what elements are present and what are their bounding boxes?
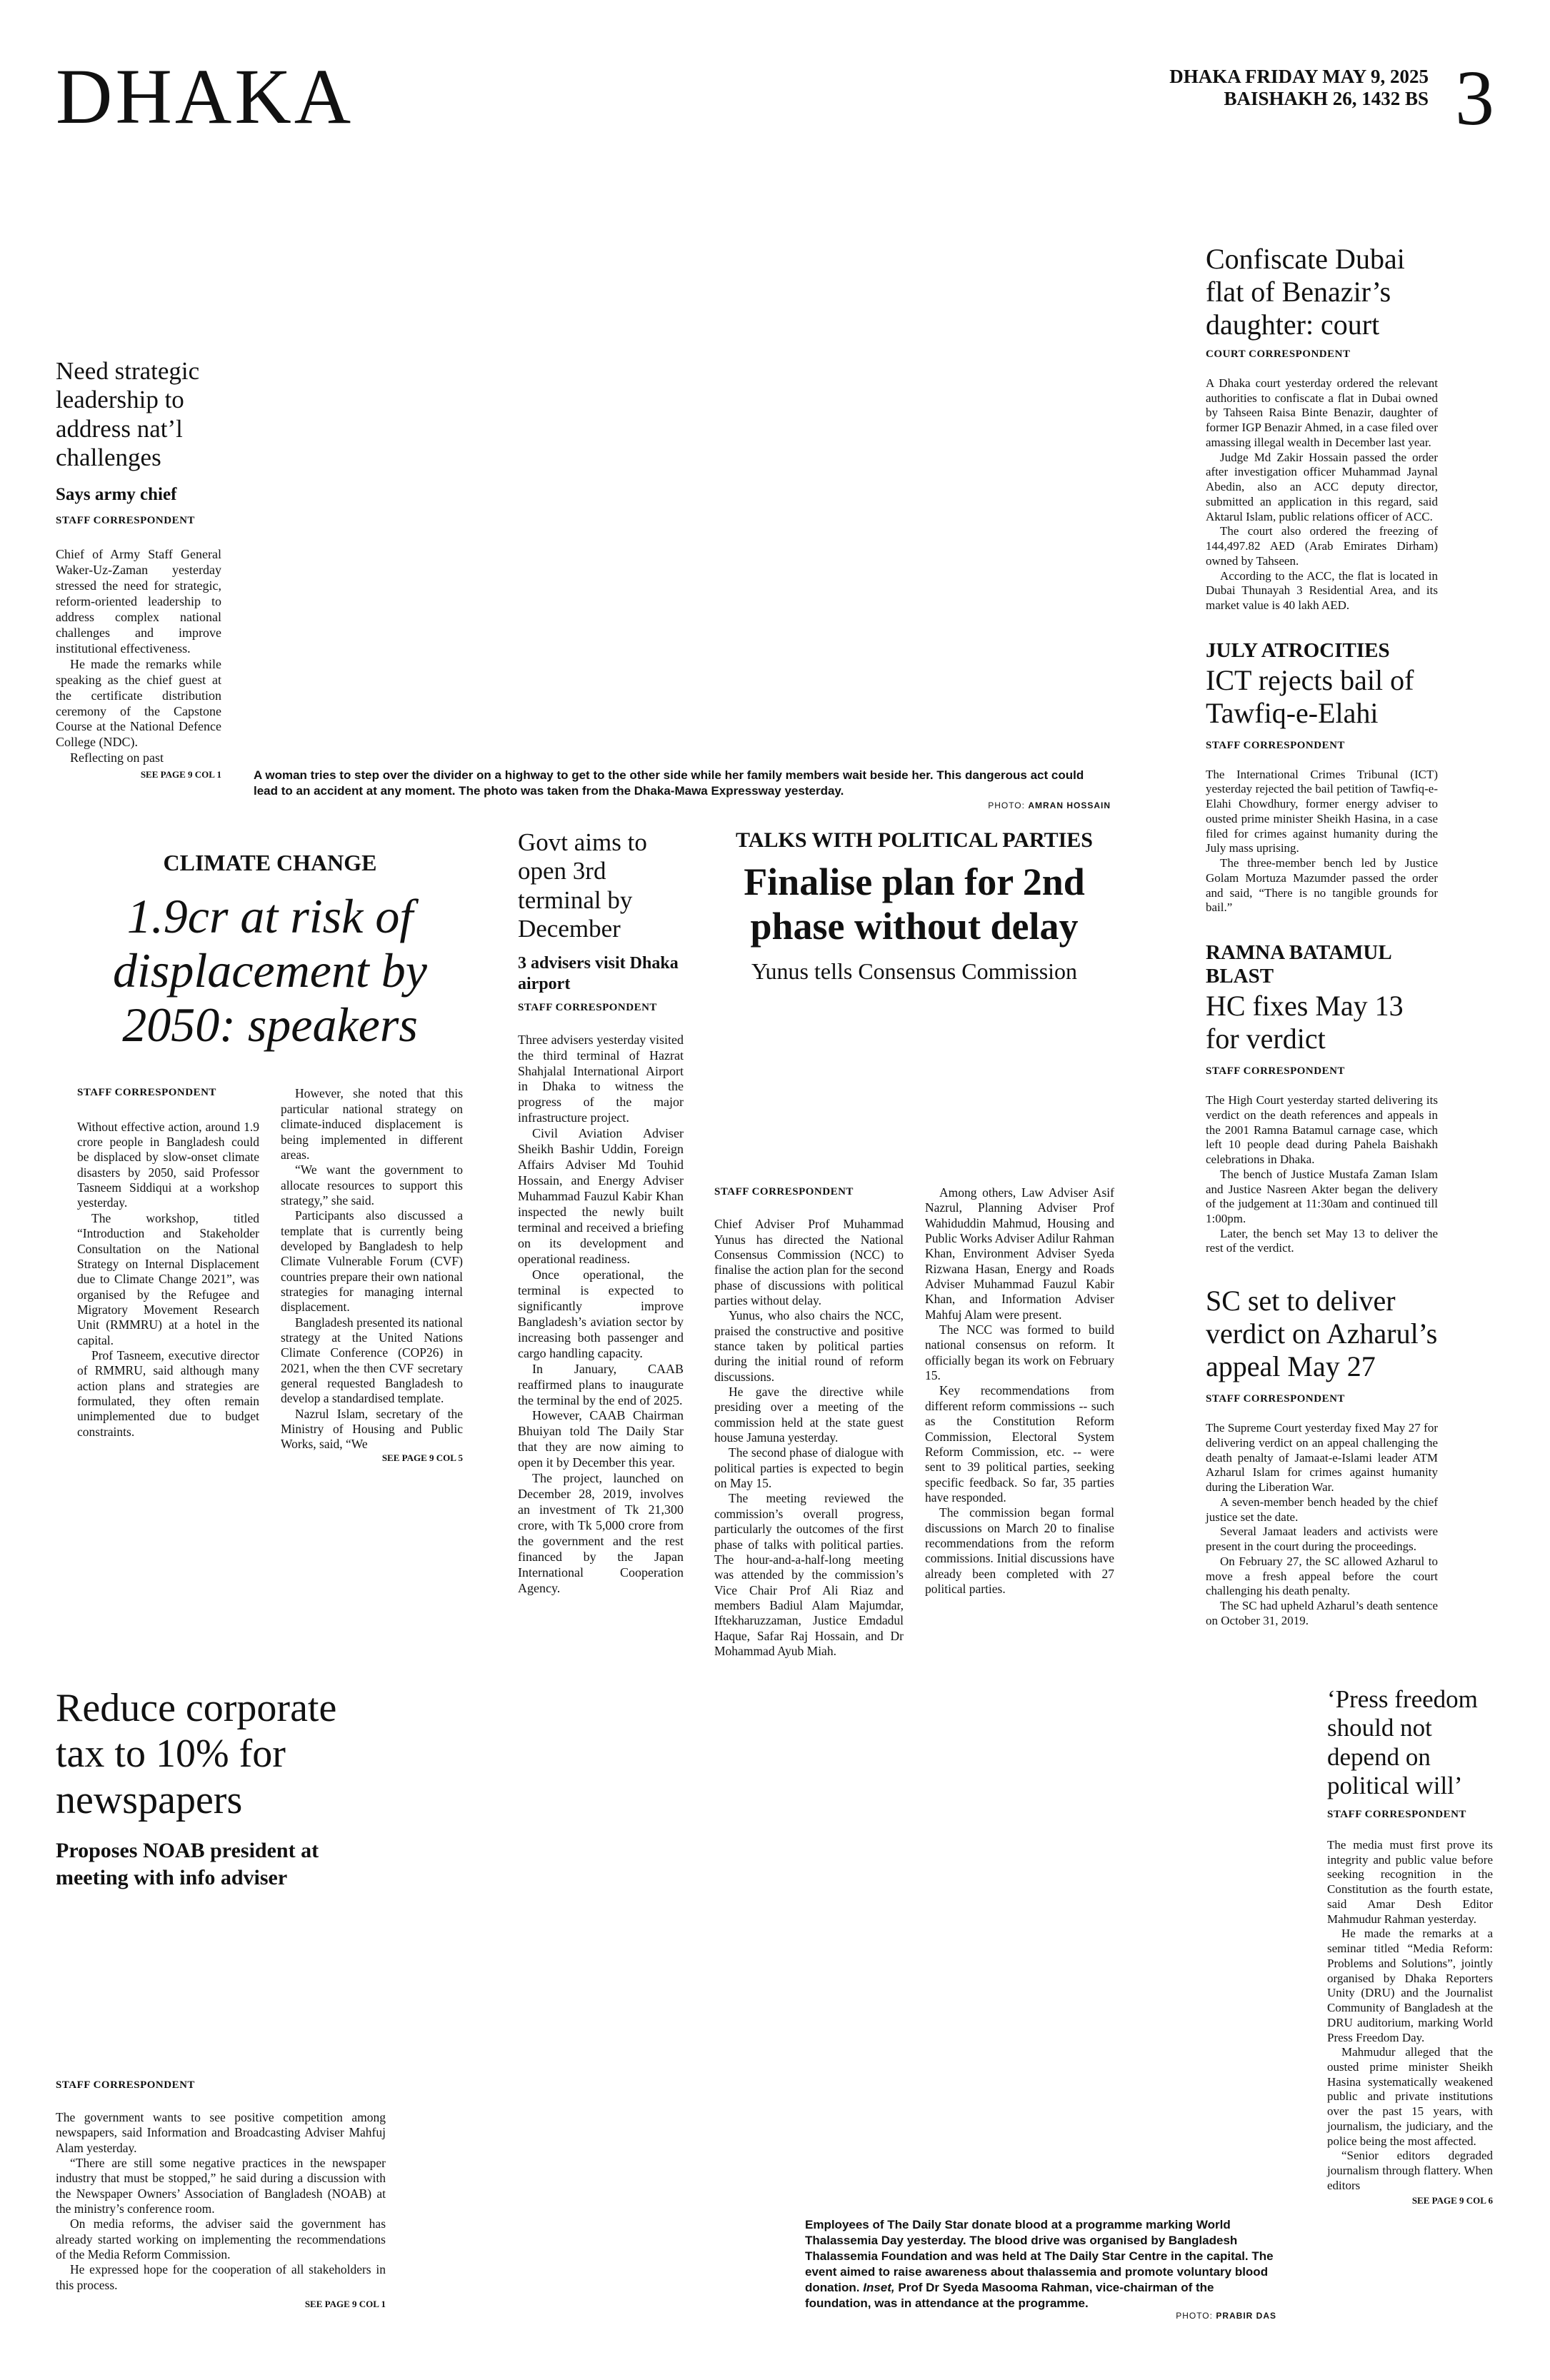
ramna-para: The bench of Justice Mustafa Zaman Islam and Justice Nasreen Akter began the delivery of the judgement at 11:30am and continued till 1:00pm. xyxy=(1206,1167,1438,1225)
azharul-body xyxy=(1206,1421,1438,1628)
ramna-byline: STAFF CORRESPONDENT xyxy=(1206,1065,1345,1078)
dubai-para: The court also ordered the freezing of 144,497.82 AED (Arab Emirates Dirham) owned by Tahseen. xyxy=(1206,524,1438,568)
talks-para: The commission began formal discussions on March 20 to finalise recommendations from the reform commissions. Initial discussions have already been completed with 27 political parties. xyxy=(925,1505,1114,1596)
press-para: Mahmudur alleged that the ousted prime minister Sheikh Hasina systematically weakened public and private institutions over the past 15 years, with journalism, the judiciary, and the police being the most affected. xyxy=(1327,2045,1493,2148)
talks-subhead: Yunus tells Consensus Commission xyxy=(751,958,1078,985)
talks-headline: Finalise plan for 2nd phase without delay xyxy=(744,860,1085,948)
airport-para: Three advisers yesterday visited the third terminal of Hazrat Shahjalal International Airport in Dhaka to witness the progress of the major infrastructure project. xyxy=(518,1032,684,1125)
army-para: Chief of Army Staff General Waker-Uz-Zaman yesterday stressed the need for strategic, reform-oriented leadership to address complex national challenges and improve institutional effectiveness. xyxy=(56,547,221,656)
army-story xyxy=(56,357,221,780)
press-headline: ‘Press freedom should not depend on political will’ xyxy=(1327,1685,1478,1799)
airport-byline: STAFF CORRESPONDENT xyxy=(518,1001,657,1013)
dubai-para: A Dhaka court yesterday ordered the relevant authorities to confiscate a flat in Dubai owned by Tahseen Raisa Binte Benazir, daughter of former IGP Benazir Ahmed, in a case filed over amassing illegal wealth in December last year. xyxy=(1206,376,1438,449)
ramna-kicker: RAMNA BATAMUL BLAST xyxy=(1206,941,1391,988)
press-story xyxy=(1327,1685,1493,2206)
climate-para: Participants also discussed a template that is currently being developed by Bangladesh to help Climate Vulnerable Forum (CVF) countries prepare their own national strategies for managing internal displacement. xyxy=(281,1208,463,1315)
climate-kicker: CLIMATE CHANGE xyxy=(163,850,377,875)
climate-headline: 1.9cr at risk of displacement by 2050: speakers xyxy=(113,889,427,1053)
army-byline: STAFF CORRESPONDENT xyxy=(56,515,195,526)
climate-para: Nazrul Islam, secretary of the Ministry of Housing and Public Works, said, “We xyxy=(281,1406,463,1452)
azharul-story xyxy=(1206,1285,1438,1628)
talks-para: Among others, Law Adviser Asif Nazrul, Planning Adviser Prof Wahiduddin Mahmud, Housing and Public Works Adviser Adilur Rahman Khan, Environment Adviser Syeda Rizwana Hasan, Energy and Roads Adviser Muhammad Fauzul Kabir Khan, and Information Adviser Mahfuj Alam were present. xyxy=(925,1185,1114,1322)
ict-body xyxy=(1206,768,1438,915)
talks-para: Yunus, who also chairs the NCC, praised the constructive and positive stance taken by political parties during the initial round of reform discussions. xyxy=(714,1308,904,1384)
page-number: 3 xyxy=(1455,54,1494,141)
azharul-para: A seven-member bench headed by the chief justice set the date. xyxy=(1206,1495,1438,1524)
photo-caption-1 xyxy=(254,768,1111,810)
dubai-headline: Confiscate Dubai flat of Benazir’s daughter: court xyxy=(1206,243,1405,341)
azharul-para: The SC had upheld Azharul’s death sentence on October 31, 2019. xyxy=(1206,1598,1438,1627)
azharul-para: Several Jamaat leaders and activists were present in the court during the proceedings. xyxy=(1206,1525,1438,1554)
climate-para: Bangladesh presented its national strategy at the United Nations Climate Conference (COP26) in 2021, when the then CVF secretary general requested Bangladesh to develop a standardised template. xyxy=(281,1315,463,1406)
tax-body xyxy=(56,2110,386,2293)
climate-body xyxy=(77,1086,463,1463)
ict-headline: ICT rejects bail of Tawfiq-e-Elahi xyxy=(1206,663,1414,729)
airport-headline: Govt aims to open 3rd terminal by December xyxy=(518,828,647,943)
talks-body xyxy=(714,1185,1114,1664)
tax-subhead: Proposes NOAB president at meeting with info adviser xyxy=(56,1839,319,1889)
army-body xyxy=(56,547,221,766)
ramna-headline: HC fixes May 13 for verdict xyxy=(1206,990,1404,1055)
azharul-para: The Supreme Court yesterday fixed May 27 for delivering verdict on an appeal challenging the death penalty of Jamaat-e-Islami leader ATM Azharul Islam for crimes against humanity during the Liberation War. xyxy=(1206,1421,1438,1495)
climate-story xyxy=(77,850,463,1464)
ramna-para: The High Court yesterday started delivering its verdict on the death references and appeals in the 2001 Ramna Batamul carnage case, which left 10 people dead during Pahela Baishakh celebrations in Dhaka. xyxy=(1206,1093,1438,1167)
dateline xyxy=(1169,66,1429,110)
climate-para: The workshop, titled “Introduction and Stakeholder Consultation on the National Strategy on Internal Displacement due to Climate Change 2021”, was organised by the Refugee and Migratory Movement Research Unit (RMMRU) at a hotel in the capital. xyxy=(77,1210,259,1347)
tax-para: “There are still some negative practices in the newspaper industry that must be stopped,” he said during a discussion with the Newspaper Owners’ Association of Bangladesh (NOAB) at the ministry’s conference room. xyxy=(56,2156,386,2216)
talks-para: The meeting reviewed the commission’s overall progress, particularly the outcomes of the first phase of talks with political parties. The hour-and-a-half-long meeting was attended by the commission’s Vice Chair Prof Ali Riaz and members Badiul Alam Majumdar, Iftekharuzzaman, Justice Emdadul Haque, Safar Raj Hossain, and Dr Mohammad Ayub Miah. xyxy=(714,1491,904,1658)
tax-para: The government wants to see positive competition among newspapers, said Information and Broadcasting Adviser Mahfuj Alam yesterday. xyxy=(56,2110,386,2155)
talks-para: Chief Adviser Prof Muhammad Yunus has directed the National Consensus Commission (NCC) to finalise the action plan for the second phase of discussions with political parties without delay. xyxy=(714,1217,904,1308)
press-byline: STAFF CORRESPONDENT xyxy=(1327,1809,1466,1820)
press-para: The media must first prove its integrity and public value before seeking recognition in the Constitution as the fourth estate, said Amar Desh Editor Mahmudur Rahman yesterday. xyxy=(1327,1838,1493,1926)
airport-body xyxy=(518,1033,684,1597)
tax-jump[interactable]: SEE PAGE 9 COL 1 xyxy=(304,2299,386,2310)
azharul-headline: SC set to deliver verdict on Azharul’s appeal May 27 xyxy=(1206,1285,1438,1383)
airport-para: The project, launched on December 28, 2019, involves an investment of Tk 21,300 crore, with Tk 5,000 crore from the government and the rest financed by the Japan International Cooperation Agency. xyxy=(518,1471,684,1595)
airport-story xyxy=(518,828,684,1597)
press-para: “Senior editors degraded journalism through flattery. When editors xyxy=(1327,2149,1493,2192)
tax-headline: Reduce corporate tax to 10% for newspapers xyxy=(56,1686,337,1822)
talks-byline: STAFF CORRESPONDENT xyxy=(714,1186,854,1197)
ict-kicker: JULY ATROCITIES xyxy=(1206,638,1390,662)
press-para: He made the remarks at a seminar titled “Media Reform: Problems and Solutions”, jointly organised by Dhaka Reporters Unity (DRU) and the Journalist Community of Bangladesh at the DRU auditorium, marking World Press Freedom Day. xyxy=(1327,1927,1493,2044)
photo-credit-1: PHOTO: AMRAN HOSSAIN xyxy=(988,800,1111,811)
army-jump[interactable]: SEE PAGE 9 COL 1 xyxy=(140,769,221,780)
army-headline: Need strategic leadership to address nat’l challenges xyxy=(56,357,200,471)
tax-byline: STAFF CORRESPONDENT xyxy=(56,2079,195,2091)
photo-caption-2 xyxy=(805,2217,1276,2321)
army-subhead: Says army chief xyxy=(56,485,177,504)
talks-para: The NCC was formed to build national consensus on reform. It officially began its work on February 15. xyxy=(925,1322,1114,1383)
airport-para: Civil Aviation Adviser Sheikh Bashir Uddin, Foreign Affairs Adviser Md Touhid Hossain, and Energy Adviser Muhammad Fauzul Kabir Khan inspected the newly built terminal and received a briefing on its development and operational readiness. xyxy=(518,1126,684,1266)
ict-story xyxy=(1206,639,1438,915)
date-line-1: DHAKA FRIDAY MAY 9, 2025 xyxy=(1169,66,1429,87)
dubai-story xyxy=(1206,243,1438,613)
talks-para: He gave the directive while presiding over a meeting of the commission held at the state guest house Jamuna yesterday. xyxy=(714,1385,904,1445)
talks-para: The second phase of dialogue with political parties is expected to begin on May 15. xyxy=(714,1445,904,1491)
ict-para: The International Crimes Tribunal (ICT) yesterday rejected the bail petition of Tawfiq-e-Elahi Chowdhury, former energy adviser to ousted prime minister Sheikh Hasina, in a case filed for crimes against humanity during the July mass uprising. xyxy=(1206,767,1438,855)
climate-para: “We want the government to allocate resources to support this strategy,” she said. xyxy=(281,1163,463,1207)
press-body xyxy=(1327,1838,1493,2194)
army-para: He made the remarks while speaking as the chief guest at the certificate distribution ceremony of the Capstone Course at the National Defence College (NDC). xyxy=(56,656,221,750)
press-jump[interactable]: SEE PAGE 9 COL 6 xyxy=(1411,2194,1493,2206)
ramna-para: Later, the bench set May 13 to deliver the rest of the verdict. xyxy=(1206,1226,1438,1255)
army-para: Reflecting on past xyxy=(70,750,164,765)
masthead: DHAKA xyxy=(56,53,354,140)
photo-credit-2: PHOTO: PRABIR DAS xyxy=(1176,2310,1276,2321)
dubai-para: According to the ACC, the flat is located in Dubai Thunayah 3 Residential Area, and its market value is 40 lakh AED. xyxy=(1206,568,1438,613)
azharul-para: On February 27, the SC allowed Azharul to move a fresh appeal before the court challenging his death penalty. xyxy=(1206,1554,1438,1598)
photo-caption-1-text: A woman tries to step over the divider on a highway to get to the other side while her family members wait beside her. This dangerous act could lead to an accident at any moment. The photo was taken from the Dhaka-Mawa Expressway yesterday. xyxy=(254,768,1084,798)
ict-byline: STAFF CORRESPONDENT xyxy=(1206,739,1345,751)
tax-story xyxy=(56,1685,391,1891)
tax-para: On media reforms, the adviser said the government has already started working on implementing the recommendations of the Media Reform Commission. xyxy=(56,2216,386,2262)
climate-para: Prof Tasneem, executive director of RMMRU, said although many action plans and strategies are formulated, they often remain unimplemented due to budget constraints. xyxy=(77,1347,259,1439)
talks-para: Key recommendations from different reform commissions -- such as the Constitution Reform Commission, Electoral System Reform Commission, etc. -- were sent to 39 political parties, seeking specific feedback. So far, 35 parties have responded. xyxy=(925,1383,1114,1505)
ramna-body xyxy=(1206,1093,1438,1256)
climate-byline: STAFF CORRESPONDENT xyxy=(77,1087,216,1099)
airport-para: In January, CAAB reaffirmed plans to inaugurate the terminal by the end of 2025. xyxy=(518,1361,684,1407)
talks-story xyxy=(714,828,1114,985)
dubai-byline: COURT CORRESPONDENT xyxy=(1206,348,1351,360)
ramna-story xyxy=(1206,941,1438,1256)
airport-para: Once operational, the terminal is expected to significantly improve Bangladesh’s aviation sector by increasing both passenger and cargo handling capacity. xyxy=(518,1267,684,1360)
airport-subhead: 3 advisers visit Dhaka airport xyxy=(518,954,679,993)
photo-caption-2-text: Employees of The Daily Star donate blood at a programme marking World Thalassemia Day yesterday. The blood drive was organised by Bangladesh Thalassemia Foundation and was held at The Daily Star Centre in the capital. The event aimed to raise awareness about thalassemia and promote voluntary blood donation. Inset, Prof Dr Syeda Masooma Rahman, vice-chairman of the foundation, was in attendance at the programme. xyxy=(805,2218,1274,2311)
azharul-byline: STAFF CORRESPONDENT xyxy=(1206,1393,1345,1405)
tax-body-block xyxy=(56,2079,386,2310)
right-column xyxy=(1206,243,1438,1628)
talks-kicker: TALKS WITH POLITICAL PARTIES xyxy=(736,828,1093,852)
airport-para: However, CAAB Chairman Bhuiyan told The Daily Star that they are now aiming to open it by December this year. xyxy=(518,1408,684,1470)
dubai-body xyxy=(1206,376,1438,613)
climate-para: Without effective action, around 1.9 crore people in Bangladesh could be displaced by slow-onset climate disasters by 2050, said Professor Tasneem Siddiqui at a workshop yesterday. xyxy=(77,1119,259,1210)
climate-jump[interactable]: SEE PAGE 9 COL 5 xyxy=(381,1452,463,1463)
ict-para: The three-member bench led by Justice Golam Mortuza Mazumder passed the order and said, “There is no tangible grounds for bail.” xyxy=(1206,856,1438,915)
tax-para: He expressed hope for the cooperation of all stakeholders in this process. xyxy=(56,2262,386,2292)
date-line-2: BAISHAKH 26, 1432 BS xyxy=(1224,88,1429,110)
climate-para: However, she noted that this particular national strategy on climate-induced displacement is being implemented in different areas. xyxy=(281,1086,463,1162)
dubai-para: Judge Md Zakir Hossain passed the order after investigation officer Muhammad Jaynal Abedin, also an ACC deputy director, submitted an application in this regard, said Aktarul Islam, public relations officer of ACC. xyxy=(1206,450,1438,523)
